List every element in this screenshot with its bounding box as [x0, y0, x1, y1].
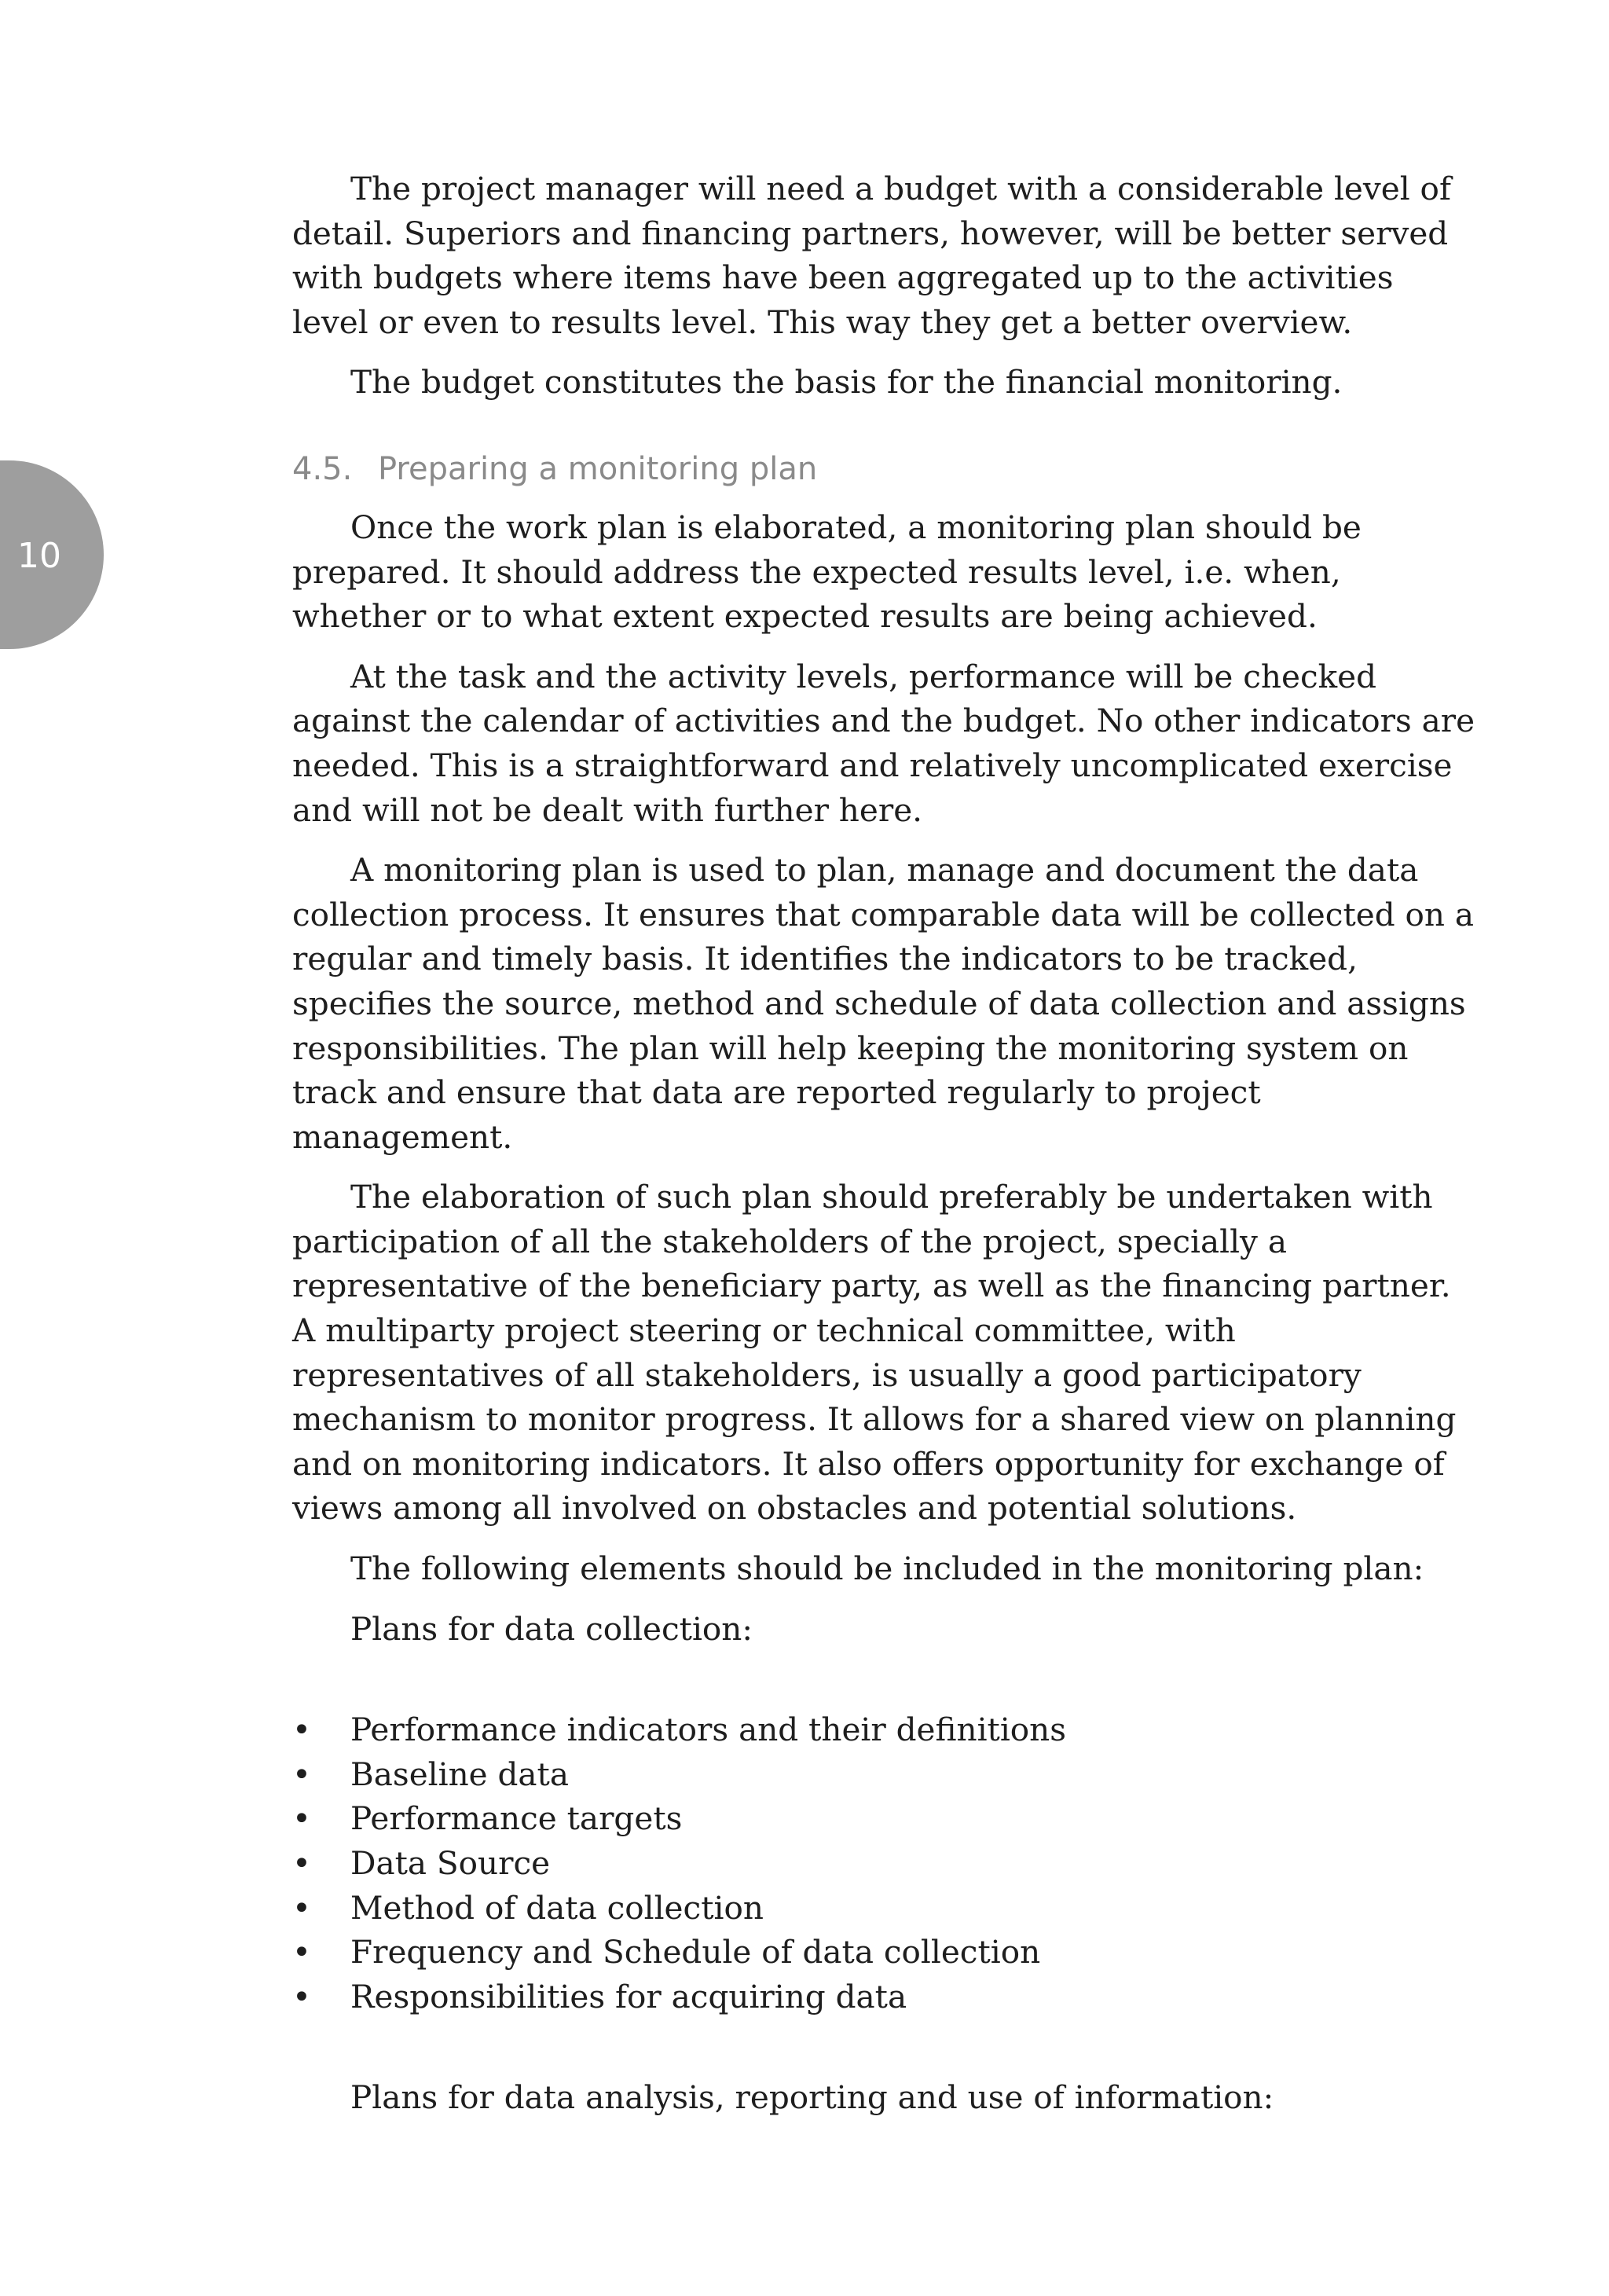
- body-paragraph: At the task and the activity levels, performance will be checked against the calendar of activities and the budget. No other indicators are needed. This is a straightforward and relatively uncomplicated exercise and will not be dealt with further here.: [292, 657, 1475, 829]
- list-item: • Baseline data: [292, 1752, 1479, 1797]
- analysis-lead: Plans for data analysis, reporting and use of information:: [350, 2078, 1274, 2117]
- bullet: •: [292, 1711, 311, 1749]
- page-number: 10: [17, 536, 61, 576]
- section-number: 4.5.: [292, 450, 353, 487]
- bullet: •: [292, 1977, 311, 2015]
- list-item: • Performance indicators and their definitions: [292, 1707, 1479, 1752]
- list-item: • Method of data collection: [292, 1886, 1479, 1931]
- bullet: •: [292, 1933, 311, 1971]
- list-item: • Performance targets: [292, 1796, 1479, 1841]
- elements-lead: The following elements should be included in the monitoring plan:: [350, 1550, 1424, 1588]
- list-item: • Data Source: [292, 1841, 1479, 1886]
- body-paragraph: The project manager will need a budget with a considerable level of detail. Superiors and financing partners, however, will be better served with budgets where items have been aggregated up to the activities level or even to results level. This way they get a better overview.: [292, 170, 1451, 341]
- bullet: •: [292, 1888, 311, 1927]
- bullet: •: [292, 1844, 311, 1882]
- list-item: • Frequency and Schedule of data collection: [292, 1930, 1479, 1975]
- bullet: •: [292, 1755, 311, 1793]
- bullet: •: [292, 1799, 311, 1838]
- body-paragraph: Once the work plan is elaborated, a monitoring plan should be prepared. It should address the expected results level, i.e. when, whether or to what extent expected results are being achieved.: [292, 508, 1362, 636]
- list-item: • Responsibilities for acquiring data: [292, 1975, 1479, 2019]
- section-heading: [292, 447, 1479, 491]
- collection-list: [292, 1707, 1479, 2019]
- body-paragraph: The elaboration of such plan should preferably be undertaken with participation of all the stakeholders of the project, specially a representative of the beneficiary party, as well as the financing partner. A multiparty project steering or technical committee, with representatives of all stakeholders, is usually a good participatory mechanism to monitor progress. It allows for a shared view on planning and on monitoring indicators. It also offers opportunity for exchange of views among all involved on obstacles and potential solutions.: [292, 1178, 1457, 1528]
- collection-lead: Plans for data collection:: [350, 1609, 753, 1648]
- body-paragraph: The budget constitutes the basis for the financial monitoring.: [350, 363, 1343, 402]
- page-content: [292, 167, 1479, 2120]
- section-title: Preparing a monitoring plan: [378, 450, 818, 487]
- body-paragraph: A monitoring plan is used to plan, manage and document the data collection process. It ensures that comparable data will be collected on a regular and timely basis. It identifies the indicators to be tracked, specifies the source, method and schedule of data collection and assigns responsibilities. The plan will help keeping the monitoring system on track and ensure that data are reported regularly to project management.: [292, 851, 1474, 1156]
